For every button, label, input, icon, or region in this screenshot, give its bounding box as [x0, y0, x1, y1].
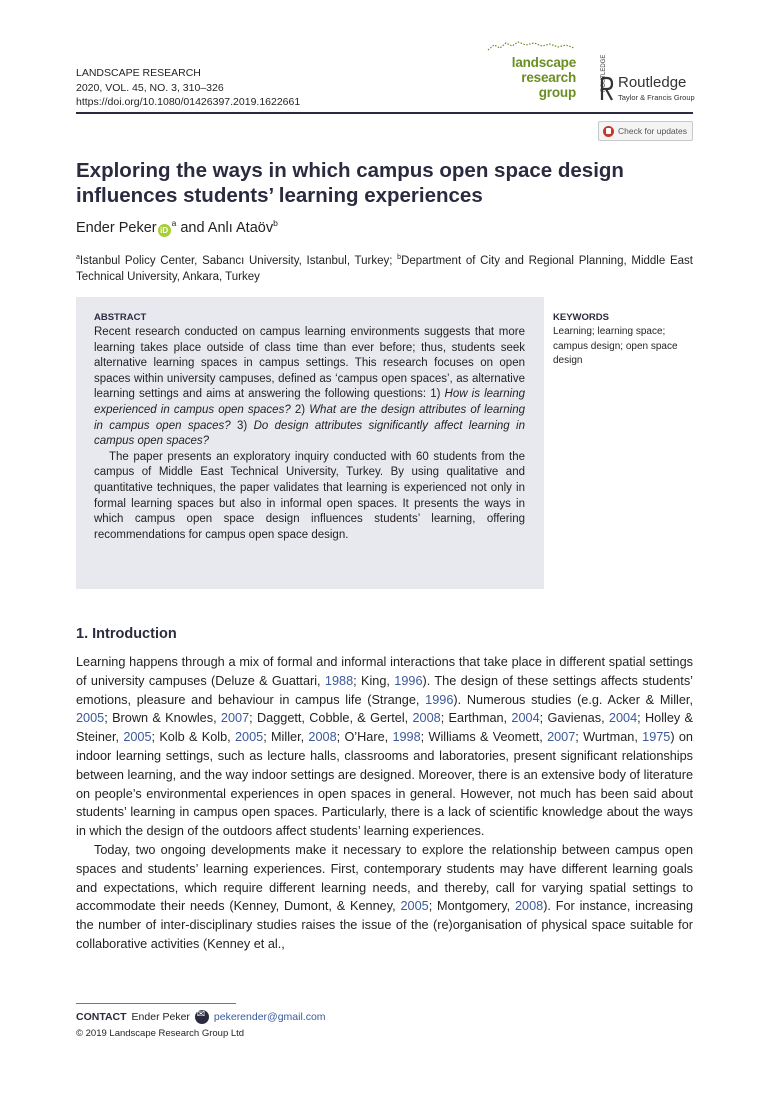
citation-year-link[interactable]: 2008 [308, 730, 337, 745]
body-text-segment: ; Wurtman, [575, 730, 643, 745]
copyright: © 2019 Landscape Research Group Ltd [76, 1028, 245, 1039]
body-text-segment: ; Daggett, Cobble, & Gertel, [249, 711, 413, 726]
body-text-segment: Today, two ongoing developments make it necessary to explore the relationship between campus open spaces and students’ learning experiences. First, contemporary students may have different learning goals and expectations, which require different learning needs, and thereby, call for varying spatial settings to accommodate their needs (Kenney, Dumont, & Kenney, [76, 842, 693, 914]
body-text-segment: ). For instance, increasing the number of inter-disciplinary studies raises the issue of the (re)organisation of physical space suitable for collaborative activities (Kenney et al., [76, 899, 694, 951]
lrg-word-2: research [521, 70, 576, 85]
body-text-segment: ; Miller, [263, 730, 309, 745]
body-paragraph-2 [76, 841, 693, 954]
routledge-r-icon [592, 54, 614, 104]
abstract-paragraph-1 [94, 325, 525, 450]
contact-label: CONTACT [76, 1011, 127, 1023]
citation-year-link[interactable]: 2008 [412, 711, 441, 726]
contact-name: Ender Peker [131, 1011, 190, 1023]
author-line [76, 218, 278, 237]
bookmark-icon [603, 126, 614, 137]
citation-year-link[interactable]: 1975 [642, 730, 671, 745]
body-text-segment: ; Montgomery, [428, 899, 515, 914]
citation-year-link[interactable]: 1996 [394, 673, 423, 688]
citation-year-link[interactable]: 2007 [220, 711, 250, 726]
citation-year-link[interactable]: 2007 [547, 730, 576, 745]
section-heading-introduction: 1. Introduction [76, 626, 177, 642]
article-title: Exploring the ways in which campus open space design influences students’ learning experiences [76, 159, 624, 207]
affiliation-b-text: Department of City and Regional Planning, Middle East Technical University, Ankara, Turkey [76, 254, 693, 283]
research-question-2: What are the design attributes of learning in campus open spaces? [94, 403, 525, 432]
footer-divider [76, 1003, 236, 1004]
citation-year-link[interactable]: 2005 [400, 899, 429, 914]
journal-doi-link[interactable]: https://doi.org/10.1080/01426397.2019.1622661 [76, 96, 301, 108]
landscape-research-group-logo [486, 40, 576, 104]
affiliation-a-mark: a [76, 254, 80, 261]
author-2-name[interactable]: Anlı Ataöv [207, 219, 274, 236]
abstract-heading: ABSTRACT [94, 312, 147, 323]
email-icon [195, 1010, 209, 1024]
lrg-word-1: landscape [511, 55, 576, 70]
routledge-logo [592, 54, 695, 104]
body-text [76, 653, 693, 954]
body-text-segment: ) on indoor learning settings, such as lecture halls, classrooms and laboratories, present significant relationships between learning, and the way indoor settings are designed. Moreover, there is an extensive body of literature on people’s environmental experiences in open spaces in general. However, not much has been said about students’ learning in campus open spaces. Particularly, there is a lack of scientific knowledge about the ways in which the design of the outdoors affect students’ learning experiences. [76, 730, 693, 839]
body-text-segment: ; Holley & Steiner, [76, 711, 694, 745]
citation-year-link[interactable]: 2005 [234, 730, 264, 745]
contact-email-link[interactable]: pekerender@gmail.com [213, 1011, 326, 1023]
contact-line [76, 1010, 326, 1024]
body-text-segment: ; Brown & Knowles, [104, 711, 221, 726]
body-text-segment: ; O’Hare, [336, 730, 393, 745]
affiliations [76, 250, 693, 285]
check-for-updates-button[interactable] [598, 121, 693, 141]
author-1-affiliation-mark: a [171, 218, 177, 228]
keywords-heading: KEYWORDS [553, 312, 609, 323]
abstract-paragraph-2: The paper presents an exploratory inquiry conducted with 60 students from the campus of Middle East Technical University, Turkey. By using qualitative and quantitative techniques, the paper validates that learning is experienced not only in formal learning spaces but also in informal open spaces. It presents the ways in which campus open space design influences students’ learning, offering recommendations for campus open space design. [94, 450, 525, 541]
author-1-name[interactable]: Ender Peker [76, 219, 157, 236]
citation-year-link[interactable]: 2004 [511, 711, 540, 726]
lrg-word-3: group [538, 85, 576, 100]
journal-volume: 2020, VOL. 45, NO. 3, 310–326 [76, 81, 224, 94]
research-question-3: Do design attributes significantly affect learning in campus open spaces? [94, 419, 525, 448]
body-text-segment: ; Earthman, [440, 711, 512, 726]
citation-year-link[interactable]: 1998 [392, 730, 421, 745]
routledge-subtitle: Taylor & Francis Group [618, 93, 695, 102]
body-paragraph-1 [76, 653, 693, 841]
routledge-vertical-text: ROUTLEDGE [601, 54, 607, 92]
affiliation-a-text: Istanbul Policy Center, Sabancı University, Istanbul, Turkey; [79, 254, 398, 267]
research-question-1: How is learning experienced in campus open spaces? [94, 388, 525, 416]
abstract-text-segment: 2) [290, 403, 310, 416]
check-for-updates-label: Check for updates [618, 126, 687, 136]
abstract-body [94, 325, 525, 543]
routledge-name: Routledge [618, 74, 687, 91]
body-text-segment: ; King, [353, 673, 395, 688]
citation-year-link[interactable]: 2004 [608, 711, 638, 726]
abstract-text-segment: Recent research conducted on campus learning environments suggests that more learning takes place outside of class time than ever before; thus, students seek alternative learning spaces in campus settings. This research focuses on open spaces within university campuses, defined as ‘campus open spaces’, as alternative learning settings and aims at answering the following questions: 1) [94, 326, 525, 401]
keywords-list: Learning; learning space; campus design; open space design [553, 326, 678, 366]
journal-name: LANDSCAPE RESEARCH [76, 67, 201, 79]
citation-year-link[interactable]: 1988 [324, 673, 354, 688]
author-2-affiliation-mark: b [273, 218, 278, 228]
body-text-segment: Learning happens through a mix of formal and informal interactions that take place in different spatial settings of university campuses (Deluze & Guattari, [76, 655, 693, 688]
body-text-segment: ; Williams & Veomett, [420, 730, 548, 745]
landscape-wave-icon [486, 40, 576, 54]
body-text-segment: ). The design of these settings affects students’ emotions, pleasure and behaviour in campus life (Strange, [76, 673, 693, 707]
abstract-text-segment: 3) [230, 419, 254, 432]
body-text-segment: ; Kolb & Kolb, [151, 730, 235, 745]
citation-year-link[interactable]: 2005 [123, 730, 152, 745]
citation-year-link[interactable]: 1996 [425, 692, 454, 707]
affiliation-b-mark: b [397, 254, 402, 261]
author-connector: and [176, 219, 208, 236]
body-text-segment: ; Gavienas, [539, 711, 609, 726]
citation-year-link[interactable]: 2008 [514, 899, 544, 914]
citation-year-link[interactable]: 2005 [76, 711, 105, 726]
body-text-segment: ). Numerous studies (e.g. Acker & Miller, [453, 692, 693, 707]
orcid-icon[interactable]: iD [158, 224, 171, 237]
journal-meta [76, 66, 300, 110]
header-divider [76, 112, 693, 114]
